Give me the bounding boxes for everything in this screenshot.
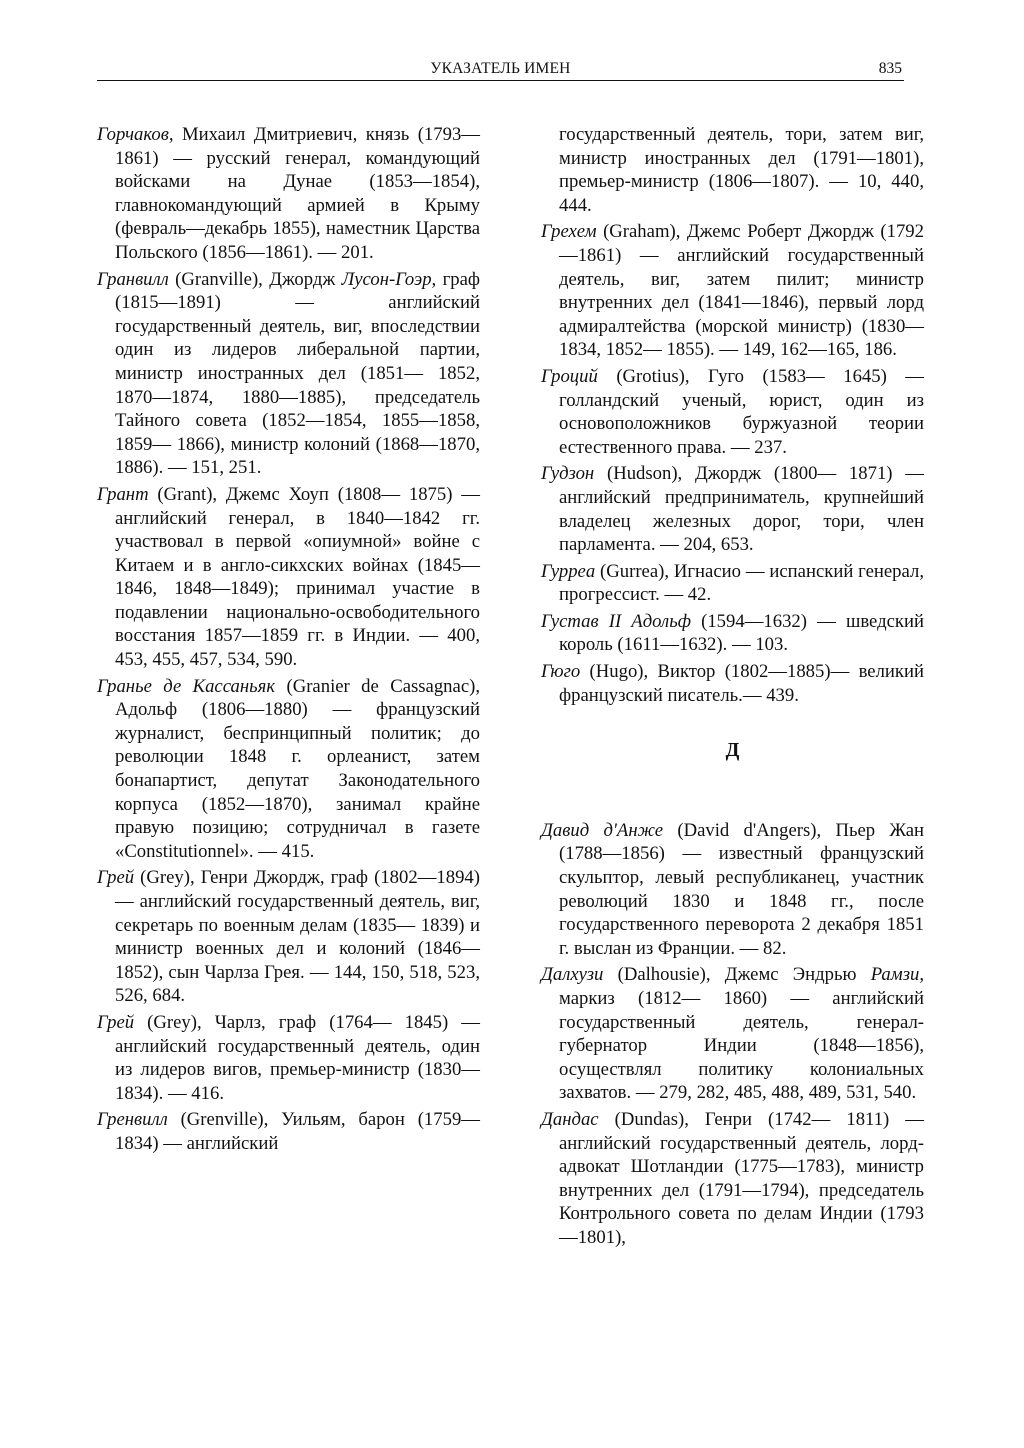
- entry-name: Гранье де Кассаньяк: [97, 675, 276, 697]
- entry-name: Гюго: [541, 661, 581, 683]
- index-entry: [541, 963, 924, 1105]
- entry-name: Гудзон: [541, 463, 595, 485]
- entry-name: Грехем: [541, 221, 597, 243]
- entry-text: Михаил Дмитриевич, князь (1793—1861) — русский генерал, командующий войсками на Дунае (1853—1854), главнокомандующий армией в Крыму (февраль—декабрь 1855), наместник Царства Польского (1856—1861). — 201.: [115, 124, 480, 263]
- entry-name: Густав II Адольф: [541, 610, 691, 632]
- index-entry: [541, 365, 924, 459]
- entry-name: Давид д'Анже: [541, 819, 664, 841]
- entry-text: (Grenville), Уильям, барон (1759—1834) — английский: [115, 1109, 480, 1154]
- entry-text: (Grant), Джемс Хоуп (1808— 1875) — английский генерал, в 1840—1842 гг. участвовал в первой «опиумной» войне с Китаем и в англо-сикхских войнах (1845—1846, 1848—1849); принимал участие в подавлении национально-освободительного восстания 1857—1859 гг. в Индии. — 400, 453, 455, 457, 534, 590.: [115, 483, 480, 671]
- header-title: УКАЗАТЕЛЬ ИМЕН: [430, 60, 571, 77]
- entry-text: (Hugo), Виктор (1802—1885)— великий французский писатель.— 439.: [559, 661, 924, 706]
- index-entry: [97, 268, 480, 480]
- entry-text: маркиз (1812— 1860) — английский государственный деятель, генерал-губернатор Индии (1848—1856), осуществлял политику колониальных захватов. — 279, 282, 485, 488, 489, 531, 540.: [559, 988, 924, 1104]
- entry-name: Гроций: [541, 365, 598, 387]
- index-entry: [541, 560, 924, 607]
- entry-name: Далхузи: [541, 964, 604, 986]
- entry-name: Дандас: [541, 1108, 599, 1130]
- index-entry: [97, 675, 480, 864]
- entry-name: Грей: [97, 1011, 135, 1033]
- entry-text: (Hudson), Джордж (1800— 1871) — английский предприниматель, крупнейший владелец железных дорог, тори, член парламента. — 204, 653.: [559, 463, 924, 556]
- left-column: [97, 123, 480, 1159]
- index-entry: [97, 866, 480, 1008]
- entry-name: Гренвилл: [97, 1109, 168, 1131]
- entry-text: (Grey), Чарлз, граф (1764— 1845) — английский государственный деятель, один из лидеров вигов, премьер-министр (1830— 1834). — 416.: [115, 1011, 480, 1104]
- right-column: [541, 123, 924, 1253]
- entry-text: (Granville), Джордж: [168, 268, 342, 290]
- index-entry: [97, 1108, 480, 1155]
- index-entry: [541, 819, 924, 961]
- running-header: [97, 58, 904, 81]
- entry-text: (Granier de Cassagnac), Адольф (1806—1880) — французский журналист, беспринципный политик; до революции 1848 г. орлеанист, затем бонапартист, депутат Законодательного корпуса (1852—1870), занимал крайне правую позицию; сотрудничал в газете «Constitutionnel». — 415.: [115, 675, 481, 862]
- entry-text: граф (1815—1891) — английский государственный деятель, виг, впоследствии один из лидеров либеральной партии, министр иностранных дел (1851— 1852, 1870—1874, 1880—1885), председатель Тайного совета (1852—1854, 1855—1858, 1859— 1866), министр колоний (1868—1870, 1886). — 151, 251.: [115, 268, 480, 479]
- entry-text: (David d'Angers), Пьер Жан (1788—1856) — известный французский скульптор, левый республиканец, участник революций 1830 и 1848 гг., после государственного переворота 2 декабря 1851 г. выслан из Франции. — 82.: [559, 819, 924, 959]
- entry-text: (Grey), Генри Джордж, граф (1802—1894) — английский государственный деятель, виг, секретарь по военным делам (1835— 1839) и министр военных дел и колоний (1846—1852), сын Чарлза Грея. — 144, 150, 518, 523, 526, 684.: [115, 867, 480, 1007]
- index-entry: [541, 610, 924, 657]
- index-entry: [541, 220, 924, 362]
- entry-text: (1594—1632) — шведский король (1611—1632). — 103.: [559, 610, 924, 656]
- entry-name: Гранвилл: [97, 268, 169, 290]
- entry-name: Грант: [97, 483, 149, 505]
- entry-text: (Grotius), Гуго (1583— 1645) — голландский ученый, юрист, один из основоположников буржуазной теории естественного права. — 237.: [559, 365, 924, 458]
- entry-text: (Graham), Джемс Роберт Джордж (1792—1861) — английский государственный деятель, виг, затем пилит; министр внутренних дел (1841—1846), первый лорд адмиралтейства (морской министр) (1830—1834, 1852— 1855). — 149, 162—165, 186.: [559, 221, 924, 361]
- page-number: 835: [878, 60, 902, 77]
- section-letter: Д: [725, 739, 740, 762]
- entry-name: Грей: [97, 867, 135, 889]
- index-entry: [97, 483, 480, 672]
- entry-text: (Dalhousie), Джемс Эндрью: [603, 964, 871, 986]
- entry-name: Горчаков,: [97, 124, 174, 145]
- entry-name-part: Лусон-Гоэр,: [341, 268, 437, 290]
- entry-text: (Gurrea), Игнасио — испанский генерал, прогрессист. — 42.: [559, 560, 924, 606]
- entry-name: Гуррea: [541, 560, 596, 582]
- entry-text: (Dundas), Генри (1742— 1811) — английский государственный деятель, лорд-адвокат Шотландии (1775—1783), министр внутренних дел (1791—1794), председатель Контрольного совета по делам Индии (1793—1801),: [559, 1108, 924, 1248]
- index-entry: [541, 1108, 924, 1250]
- index-entry: [97, 123, 480, 265]
- entry-name-part: Рамзи,: [870, 964, 924, 986]
- index-entry: [541, 660, 924, 707]
- index-entry: [97, 1011, 480, 1105]
- index-entry-continuation: государственный деятель, тори, затем виг, министр иностранных дел (1791—1801), премьер-министр (1806—1807). — 10, 440, 444.: [559, 124, 924, 216]
- index-entry: [541, 462, 924, 556]
